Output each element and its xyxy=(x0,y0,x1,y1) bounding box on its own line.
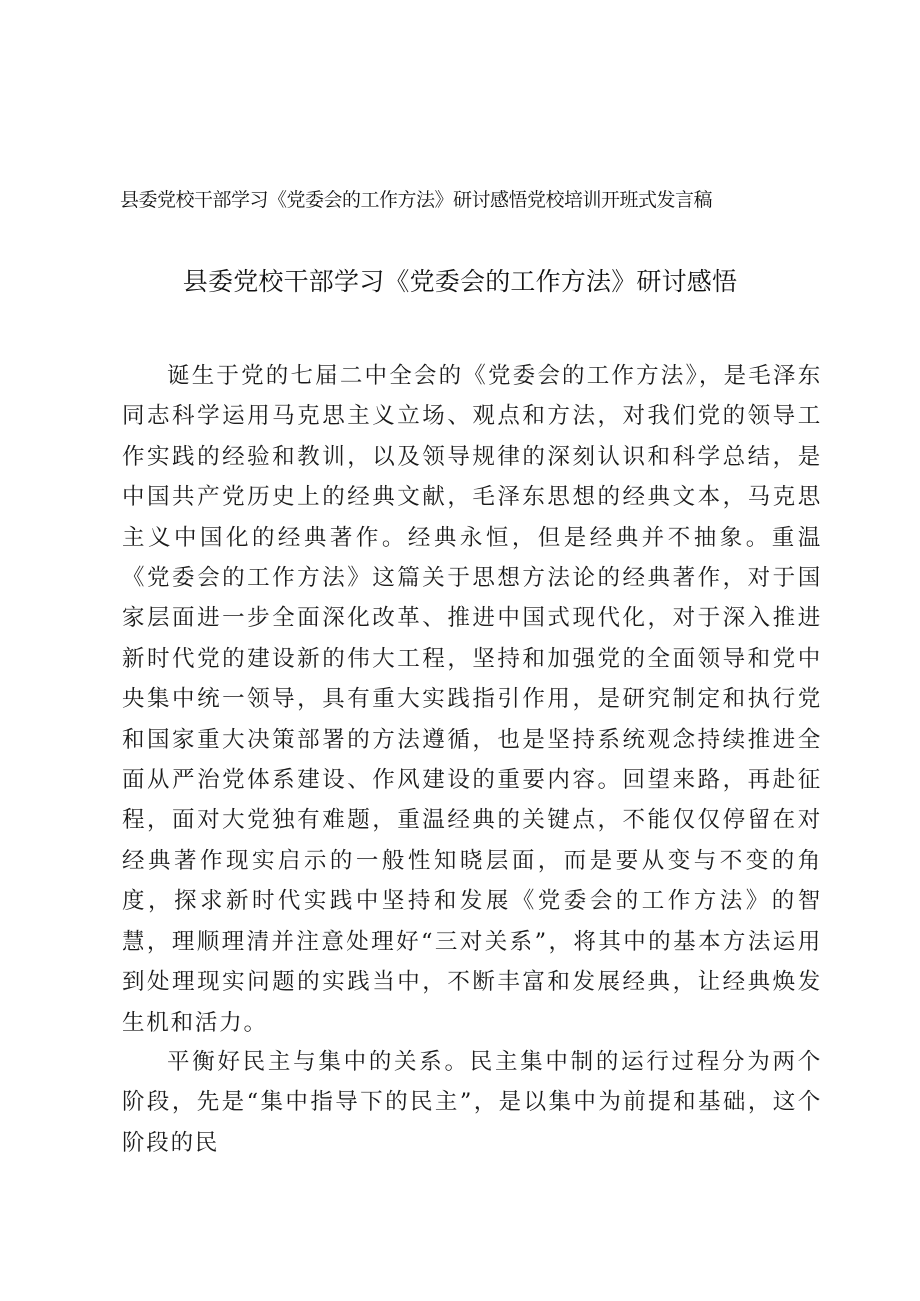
paragraph-1: 诞生于党的七届二中全会的《党委会的工作方法》，是毛泽东同志科学运用马克思主义立场、观点和方法，对我们党的领导工作实践的经验和教训，以及领导规律的深刻认识和科学总结，是中国共产党历史上的经典文献，毛泽东思想的经典文本，马克思主义中国化的经典著作。经典永恒，但是经典并不抽象。重温《党委会的工作方法》这篇关于思想方法论的经典著作，对于国家层面进一步全面深化改革、推进中国式现代化，对于深入推进新时代党的建设新的伟大工程，坚持和加强党的全面领导和党中央集中统一领导，具有重大实践指引作用，是研究制定和执行党和国家重大决策部署的方法遵循，也是坚持系统观念持续推进全面从严治党体系建设、作风建设的重要内容。回望来路，再赴征程，面对大党独有难题，重温经典的关键点，不能仅仅停留在对经典著作现实启示的一般性知晓层面，而是要从变与不变的角度，探求新时代实践中坚持和发展《党委会的工作方法》的智慧，理顺理清并注意处理好“三对关系”，将其中的基本方法运用到处理现实问题的实践当中，不断丰富和发展经典，让经典焕发生机和活力。 xyxy=(122,363,822,1036)
document-header: 县委党校干部学习《党委会的工作方法》研讨感悟党校培训开班式发言稿 xyxy=(120,189,713,211)
paragraph-2: 平衡好民主与集中的关系。民主集中制的运行过程分为两个阶段，先是“集中指导下的民主”，是以集中为前提和基础，这个阶段的民 xyxy=(122,1049,822,1156)
document-title: 县委党校干部学习《党委会的工作方法》研讨感悟 xyxy=(182,267,738,296)
